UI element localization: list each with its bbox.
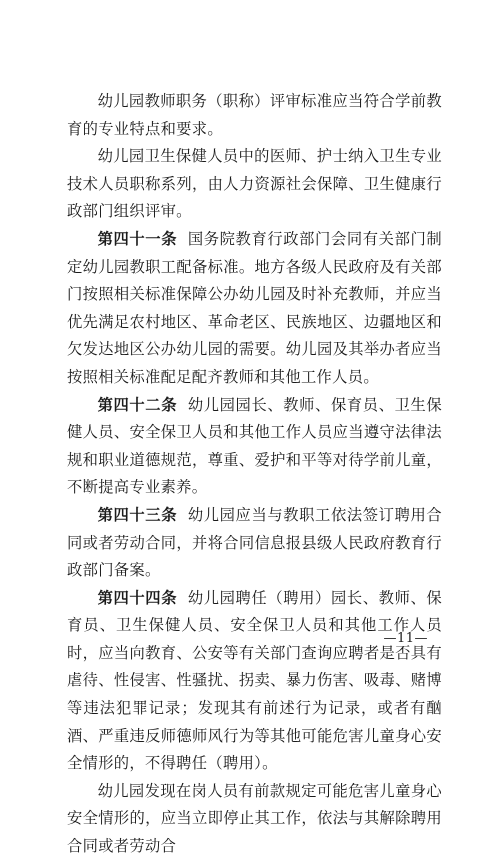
- paragraph-p7: [67, 778, 442, 861]
- paragraph-text: 幼儿园教师职务（职称）评审标准应当符合学前教育的专业特点和要求。: [67, 92, 442, 138]
- paragraph-text: 幼儿园卫生保健人员中的医师、护士纳入卫生专业技术人员职称系列，由人力资源社会保障、卫生健康行政部门组织评审。: [67, 147, 442, 221]
- paragraph-article-41: [67, 226, 442, 392]
- paragraph-p1: [67, 88, 442, 143]
- body-text: [67, 88, 442, 861]
- paragraph-text: 幼儿园发现在岗人员有前款规定可能危害儿童身心安全情形的，应当立即停止其工作，依法与其解除聘用合同或者劳动合: [67, 781, 442, 856]
- paragraph-text: 国务院教育行政部门会同有关部门制定幼儿园教职工配备标准。地方各级人民政府及有关部门按照相关标准保障公办幼儿园及时补充教师，并应当优先满足农村地区、革命老区、民族地区、边疆地区和欠发达地区公办幼儿园的需要。幼儿园及其举办者应当按照相关标准配足配齐教师和其他工作人员。: [67, 229, 442, 386]
- paragraph-article-43: [67, 502, 442, 585]
- paragraph-p2: [67, 143, 442, 226]
- article-number: 第四十二条: [97, 395, 178, 414]
- page-number: —11—: [383, 631, 428, 646]
- article-number: 第四十一条: [97, 229, 178, 248]
- article-number: 第四十四条: [97, 588, 178, 607]
- paragraph-text: 幼儿园应当与教职工依法签订聘用合同或者劳动合同，并将合同信息报县级人民政府教育行政部门备案。: [67, 505, 442, 580]
- article-number: 第四十三条: [97, 505, 178, 524]
- paragraph-article-44: [67, 585, 442, 778]
- paragraph-text: 幼儿园园长、教师、保育员、卫生保健人员、安全保卫人员和其他工作人员应当遵守法律法规和职业道德规范，尊重、爱护和平等对待学前儿童，不断提高专业素养。: [67, 395, 442, 497]
- paragraph-article-42: [67, 392, 442, 502]
- paragraph-text: 幼儿园聘任（聘用）园长、教师、保育员、卫生保健人员、安全保卫人员和其他工作人员时，应当向教育、公安等有关部门查询应聘者是否具有虐待、性侵害、性骚扰、拐卖、暴力伤害、吸毒、赌博等违法犯罪记录；发现其有前述行为记录，或者有酗酒、严重违反师德师风行为等其他可能危害儿童身心安全情形的，不得聘任（聘用）。: [67, 588, 442, 773]
